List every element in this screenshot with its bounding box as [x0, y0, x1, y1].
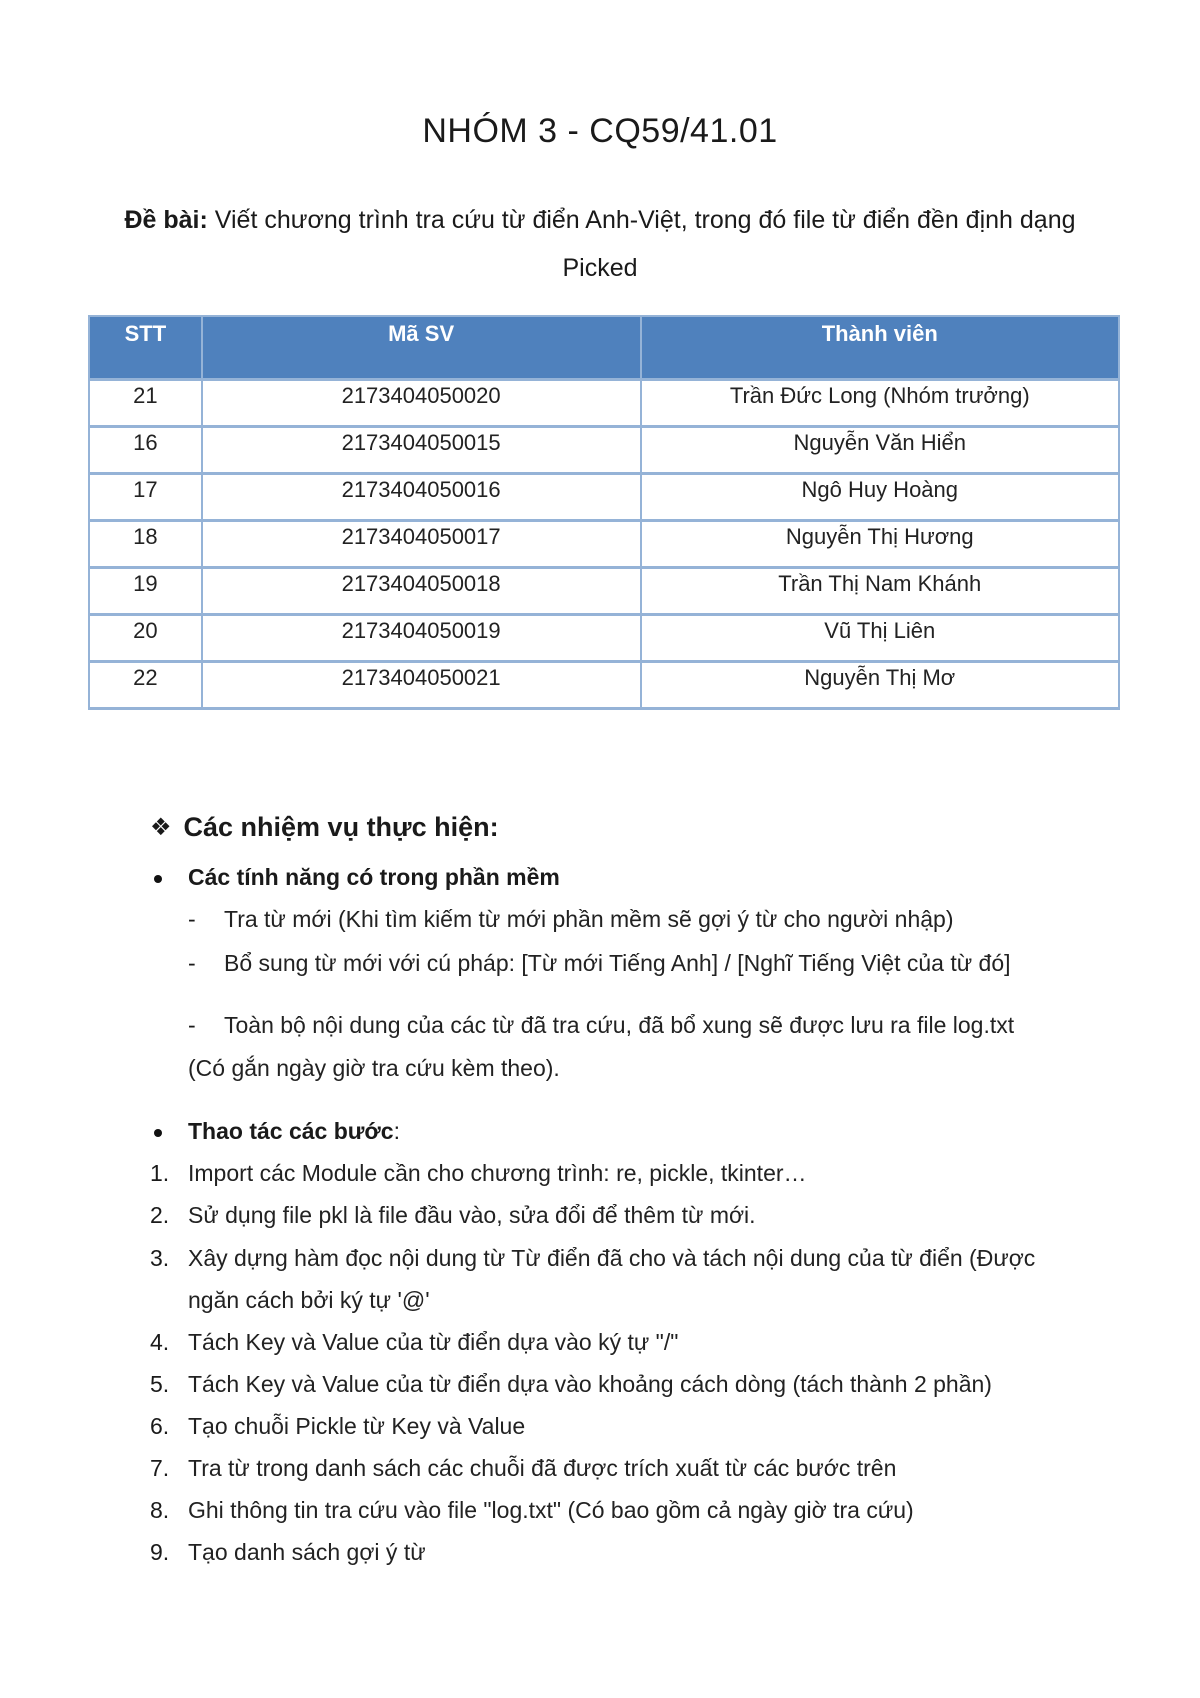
- cell-member-name: Nguyễn Văn Hiển: [641, 427, 1120, 474]
- step-item-continuation: ngăn cách bởi ký tự '@': [188, 1287, 430, 1313]
- cell-student-id: 2173404050017: [202, 521, 641, 568]
- step-number: 5.: [150, 1371, 170, 1397]
- steps-heading-text: Thao tác các bước: [188, 1118, 394, 1144]
- bullet-dot-icon: [154, 1129, 162, 1137]
- table-header-row: [89, 316, 1119, 380]
- feature-item: Tra từ mới (Khi tìm kiếm từ mới phần mềm sẽ gợi ý từ cho người nhập): [224, 906, 954, 932]
- cell-member-name: Trần Thị Nam Khánh: [641, 568, 1120, 615]
- steps-heading-colon: :: [393, 1118, 400, 1144]
- table-row: [89, 380, 1119, 427]
- task-text: Viết chương trình tra cứu từ điển Anh-Việt, trong đó file từ điển đền định dạng Picked: [207, 206, 1076, 282]
- dash-bullet: -: [188, 906, 196, 932]
- page-title: NHÓM 3 - CQ59/41.01: [422, 112, 778, 150]
- cell-member-name: Trần Đức Long (Nhóm trưởng): [641, 380, 1120, 427]
- task-label: Đề bài:: [124, 206, 208, 234]
- cell-stt: 17: [89, 474, 202, 521]
- step-number: 7.: [150, 1455, 170, 1481]
- header-member: Thành viên: [641, 316, 1120, 380]
- bullet-dot-icon: [154, 875, 162, 883]
- features-heading: Các tính năng có trong phần mềm: [188, 864, 560, 890]
- cell-stt: 18: [89, 521, 202, 568]
- table-row: [89, 474, 1119, 521]
- steps-heading: [188, 1118, 400, 1145]
- cell-student-id: 2173404050019: [202, 615, 641, 662]
- header-student-id: Mã SV: [202, 316, 641, 380]
- cell-stt: 20: [89, 615, 202, 662]
- step-number: 9.: [150, 1539, 170, 1565]
- cell-member-name: Nguyễn Thị Mơ: [641, 662, 1120, 709]
- header-stt: STT: [89, 316, 202, 380]
- step-item: Tạo chuỗi Pickle từ Key và Value: [188, 1413, 526, 1439]
- members-table: [88, 315, 1120, 710]
- cell-student-id: 2173404050021: [202, 662, 641, 709]
- table-row: [89, 615, 1119, 662]
- cell-stt: 22: [89, 662, 202, 709]
- step-number: 4.: [150, 1329, 170, 1355]
- feature-item-continuation: (Có gắn ngày giờ tra cứu kèm theo).: [188, 1055, 560, 1081]
- cell-student-id: 2173404050016: [202, 474, 641, 521]
- step-item: Tách Key và Value của từ điển dựa vào khoảng cách dòng (tách thành 2 phần): [188, 1371, 992, 1397]
- tasks-heading: [150, 812, 499, 843]
- step-item: Tách Key và Value của từ điển dựa vào ký tự "/": [188, 1329, 679, 1355]
- step-number: 2.: [150, 1202, 170, 1228]
- cell-student-id: 2173404050018: [202, 568, 641, 615]
- step-item: Ghi thông tin tra cứu vào file "log.txt" (Có bao gồm cả ngày giờ tra cứu): [188, 1497, 914, 1523]
- step-number: 3.: [150, 1245, 170, 1271]
- table-row: [89, 568, 1119, 615]
- cell-stt: 21: [89, 380, 202, 427]
- table-row: [89, 427, 1119, 474]
- cell-member-name: Nguyễn Thị Hương: [641, 521, 1120, 568]
- step-item: Import các Module cần cho chương trình: re, pickle, tkinter…: [188, 1160, 807, 1186]
- cell-member-name: Vũ Thị Liên: [641, 615, 1120, 662]
- cell-stt: 19: [89, 568, 202, 615]
- diamond-bullet-icon: ❖: [150, 814, 172, 841]
- table-row: [89, 662, 1119, 709]
- cell-member-name: Ngô Huy Hoàng: [641, 474, 1120, 521]
- step-item: Sử dụng file pkl là file đầu vào, sửa đổi để thêm từ mới.: [188, 1202, 756, 1228]
- cell-student-id: 2173404050020: [202, 380, 641, 427]
- step-item: Tra từ trong danh sách các chuỗi đã được trích xuất từ các bước trên: [188, 1455, 897, 1481]
- dash-bullet: -: [188, 1012, 196, 1038]
- cell-student-id: 2173404050015: [202, 427, 641, 474]
- dash-bullet: -: [188, 950, 196, 976]
- step-item: Xây dựng hàm đọc nội dung từ Từ điển đã cho và tách nội dung của từ điển (Được: [188, 1245, 1036, 1271]
- tasks-heading-text: Các nhiệm vụ thực hiện:: [183, 812, 499, 842]
- feature-item: Bổ sung từ mới với cú pháp: [Từ mới Tiếng Anh] / [Nghĩ Tiếng Việt của từ đó]: [224, 950, 1011, 976]
- feature-item: Toàn bộ nội dung của các từ đã tra cứu, đã bổ xung sẽ được lưu ra file log.txt: [224, 1012, 1015, 1038]
- step-item: Tạo danh sách gợi ý từ: [188, 1539, 426, 1565]
- step-number: 6.: [150, 1413, 170, 1439]
- step-number: 1.: [150, 1160, 170, 1186]
- cell-stt: 16: [89, 427, 202, 474]
- task-statement: [110, 196, 1090, 292]
- step-number: 8.: [150, 1497, 170, 1523]
- table-row: [89, 521, 1119, 568]
